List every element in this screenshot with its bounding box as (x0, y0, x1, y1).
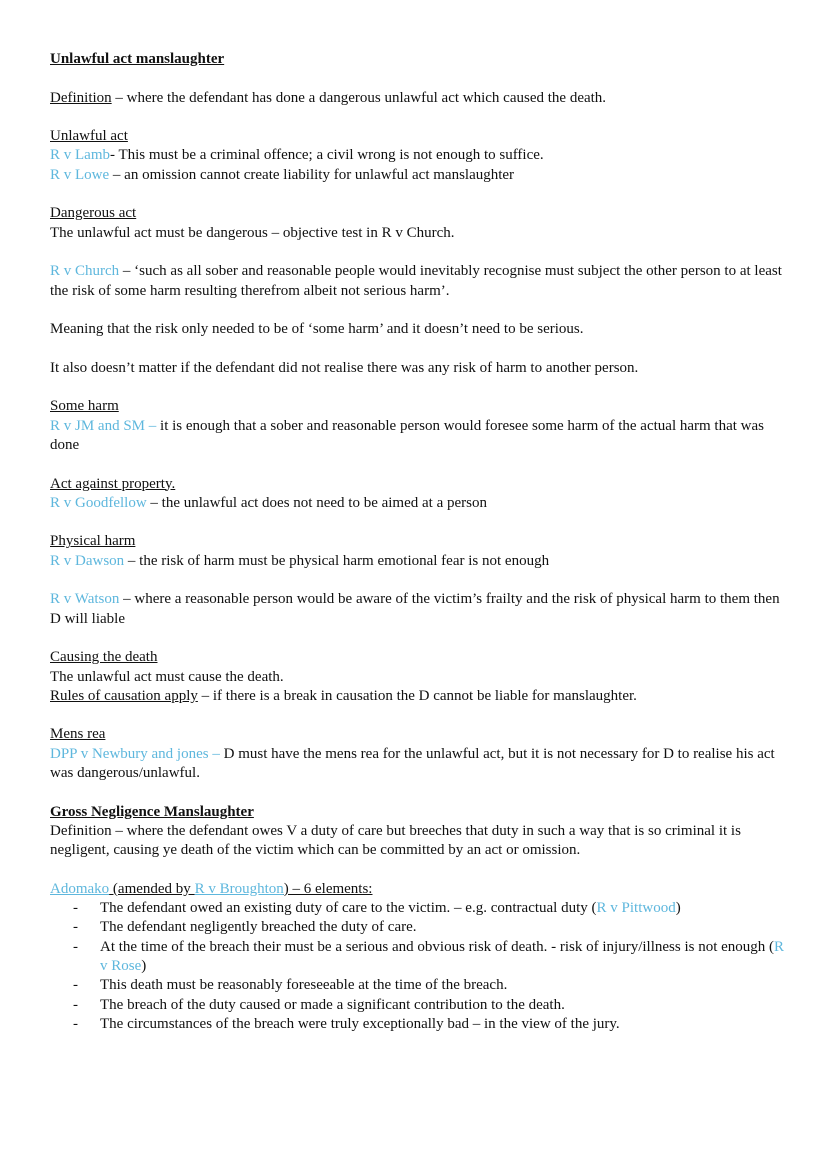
case-name: R v Lowe (50, 166, 110, 183)
element-text: At the time of the breach their must be a serious and obvious risk of death. - risk of injury/illness is not enough ( (100, 938, 775, 955)
list-item (50, 899, 788, 918)
case-text: – an omission cannot create liability for unlawful act manslaughter (109, 166, 515, 183)
case-name: R v Rose (100, 938, 785, 974)
case-name: R v Church (50, 263, 120, 280)
list-item (50, 938, 788, 977)
list-item (50, 996, 788, 1015)
list-item (50, 918, 788, 937)
element-text: The breach of the duty caused or made a significant contribution to the death. (100, 996, 565, 1013)
list-item (50, 976, 788, 995)
six-elements-text: ) – 6 elements: (283, 880, 373, 897)
dangerous-act-heading: Dangerous act (50, 205, 137, 222)
lowe-line (50, 166, 788, 185)
case-name: R v Watson (50, 591, 120, 608)
definition-paragraph (50, 89, 788, 108)
dash-bullet: - (73, 919, 78, 936)
church-paragraph (50, 262, 788, 301)
element-after: ) (675, 900, 681, 917)
causing-heading: Causing the death (50, 649, 158, 666)
meaning-paragraph: Meaning that the risk only needed to be of ‘some harm’ and it doesn’t need to be serious. (50, 321, 584, 338)
case-name: R v Dawson (50, 552, 125, 569)
also-paragraph: It also doesn’t matter if the defendant did not realise there was any risk of harm to another person. (50, 359, 639, 376)
goodfellow-line (50, 494, 788, 513)
case-text: - This must be a criminal offence; a civil wrong is not enough to suffice. (110, 147, 544, 164)
document-title: Unlawful act manslaughter (50, 51, 225, 67)
dawson-line (50, 552, 788, 571)
newbury-paragraph (50, 745, 788, 784)
physical-harm-heading: Physical harm (50, 533, 136, 550)
case-name: DPP v Newbury and jones – (50, 745, 224, 762)
property-heading: Act against property. (50, 475, 176, 492)
case-name: R v Lamb (50, 147, 110, 164)
amended-by-text: (amended by (109, 880, 195, 897)
lamb-line (50, 146, 788, 165)
causation-rules-label: Rules of causation apply (50, 687, 198, 704)
list-item (50, 1015, 788, 1034)
case-text: – where a reasonable person would be aware of the victim’s frailty and the risk of physical harm to them then D will liable (50, 591, 780, 627)
dash-bullet: - (73, 900, 78, 917)
element-after: ) (141, 957, 147, 974)
element-text: This death must be reasonably foreseeable at the time of the breach. (100, 977, 508, 994)
jm-sm-paragraph (50, 417, 788, 456)
case-text: – ‘such as all sober and reasonable people would inevitably recognise must subject the other person to at least the risk of some harm resulting therefrom albeit not serious harm’. (50, 263, 782, 299)
unlawful-act-heading: Unlawful act (50, 128, 128, 145)
definition-text: – where the defendant has done a dangerous unlawful act which caused the death. (111, 89, 607, 106)
dash-bullet: - (73, 938, 78, 955)
broughton-case: R v Broughton (194, 880, 284, 897)
adomako-line (50, 880, 788, 899)
causation-rules-line (50, 687, 788, 706)
mens-rea-heading: Mens rea (50, 726, 106, 743)
case-name: R v Goodfellow (50, 494, 147, 511)
causation-rules-text: – if there is a break in causation the D cannot be liable for manslaughter. (197, 687, 637, 704)
case-text: D must have the mens rea for the unlawful act, but it is not necessary for D to realise his act was dangerous/unlawful. (50, 745, 775, 781)
watson-paragraph (50, 590, 788, 629)
gross-negligence-heading: Gross Negligence Manslaughter (50, 803, 254, 820)
element-text: The defendant negligently breached the duty of care. (100, 919, 417, 936)
case-name: R v JM and SM – (50, 417, 161, 434)
case-text: it is enough that a sober and reasonable person would foresee some harm of the actual harm that was done (50, 417, 765, 453)
definition-label: Definition (50, 89, 112, 106)
some-harm-heading: Some harm (50, 398, 119, 415)
dash-bullet: - (73, 1015, 78, 1032)
dash-bullet: - (73, 977, 78, 994)
element-text: The circumstances of the breach were truly exceptionally bad – in the view of the jury. (100, 1015, 620, 1032)
dash-bullet: - (73, 996, 78, 1013)
elements-list (50, 899, 788, 1034)
element-text: The defendant owed an existing duty of care to the victim. – e.g. contractual duty ( (100, 900, 597, 917)
causing-line: The unlawful act must cause the death. (50, 668, 284, 685)
gross-definition: Definition – where the defendant owes V a duty of care but breeches that duty in such a way that is so criminal it is negligent, causing ye death of the victim which can be committed by an act or omission. (50, 822, 741, 859)
case-name: R v Pittwood (596, 900, 676, 917)
case-text: – the risk of harm must be physical harm emotional fear is not enough (124, 552, 550, 569)
dangerous-act-line: The unlawful act must be dangerous – objective test in R v Church. (50, 224, 455, 241)
adomako-case: Adomako (50, 880, 110, 897)
case-text: – the unlawful act does not need to be aimed at a person (146, 494, 487, 511)
